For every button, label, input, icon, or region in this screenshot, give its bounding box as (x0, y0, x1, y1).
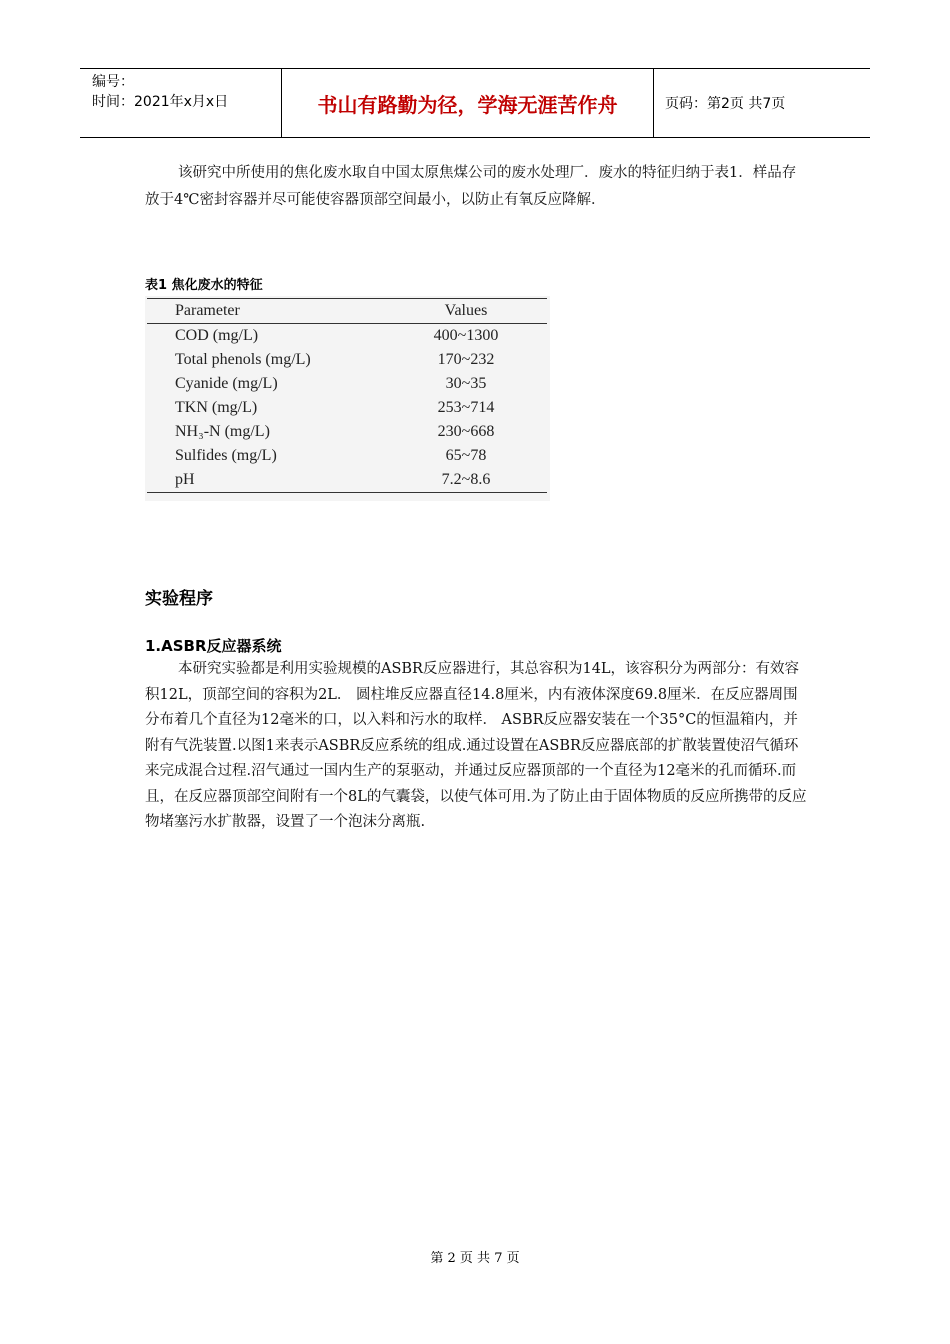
parameter-cell: Sulfides (mg/L) (175, 447, 277, 464)
table-caption: 表1 焦化废水的特征 (145, 278, 263, 293)
value-cell: 400~1300 (433, 327, 499, 344)
body-paragraph: 本研究实验都是利用实验规模的ASBR反应器进行，其总容积为14L，该容积分为两部分：有效容积12L，顶部空间的容积为2L． 圆柱堆反应器直径14.8厘米，内有液体深度69.8厘米．在反应器周围分布着几个直径为12毫米的口，以入料和污水的取样． ASBR反应器安装在一个35°C的恒温箱内，并附有气洗装置.以图1来表示ASBR反应系统的组成.通过设置在ASBR反应器底部的扩散装置使沼气循环来完成混合过程.沼气通过一国内生产的泵驱动，并通过反应器顶部的一个直径为12毫米的孔而循环.而且，在反应器顶部空间附有一个8L的气囊袋，以使气体可用.为了防止由于固体物质的反应所携带的反应物堵塞污水扩散器，设置了一个泡沫分离瓶. (145, 661, 807, 830)
subsection-heading: 1.ASBR反应器系统 (145, 637, 282, 655)
characteristics-table-image (145, 296, 550, 501)
intro-paragraph: 该研究中所使用的焦化废水取自中国太原焦煤公司的废水处理厂．废水的特征归纳于表1．样品存放于4℃密封容器并尽可能使容器顶部空间最小，以防止有氧反应降解． (145, 165, 797, 208)
section-heading: 实验程序 (145, 589, 213, 609)
value-cell: 253~714 (437, 399, 495, 416)
parameter-cell: Total phenols (mg/L) (175, 351, 311, 368)
parameter-cell: COD (mg/L) (175, 327, 259, 344)
value-cell: 230~668 (437, 423, 495, 440)
table-row (147, 372, 547, 396)
page-footer: 第 2 页 共 7 页 (430, 1251, 520, 1266)
value-cell: 65~78 (445, 447, 487, 464)
table-row (147, 420, 547, 444)
column-header-values: Values (444, 302, 488, 319)
table-row (147, 444, 547, 468)
table-row (147, 348, 547, 372)
document-number-label: 编号： (92, 74, 134, 90)
table-header-row (147, 299, 547, 324)
value-cell: 170~232 (437, 351, 495, 368)
table-row (147, 396, 547, 420)
value-cell: 30~35 (445, 375, 487, 392)
header-page-info: 页码：第2页 共7页 (665, 96, 786, 112)
column-header-parameter: Parameter (175, 302, 240, 319)
parameter-cell: pH (175, 471, 195, 488)
page-header (80, 68, 870, 138)
characteristics-table (147, 298, 547, 493)
parameter-cell: TKN (mg/L) (175, 399, 258, 416)
value-cell: 7.2~8.6 (441, 471, 491, 488)
parameter-cell: Cyanide (mg/L) (175, 375, 278, 392)
table-row (147, 468, 547, 493)
header-motto: 书山有路勤为径，学海无涯苦作舟 (282, 69, 654, 137)
parameter-cell: NH₃-N (mg/L) (175, 423, 270, 440)
document-date-label: 时间：2021年x月x日 (92, 94, 229, 110)
table-row (147, 324, 547, 349)
header-meta (80, 69, 282, 137)
